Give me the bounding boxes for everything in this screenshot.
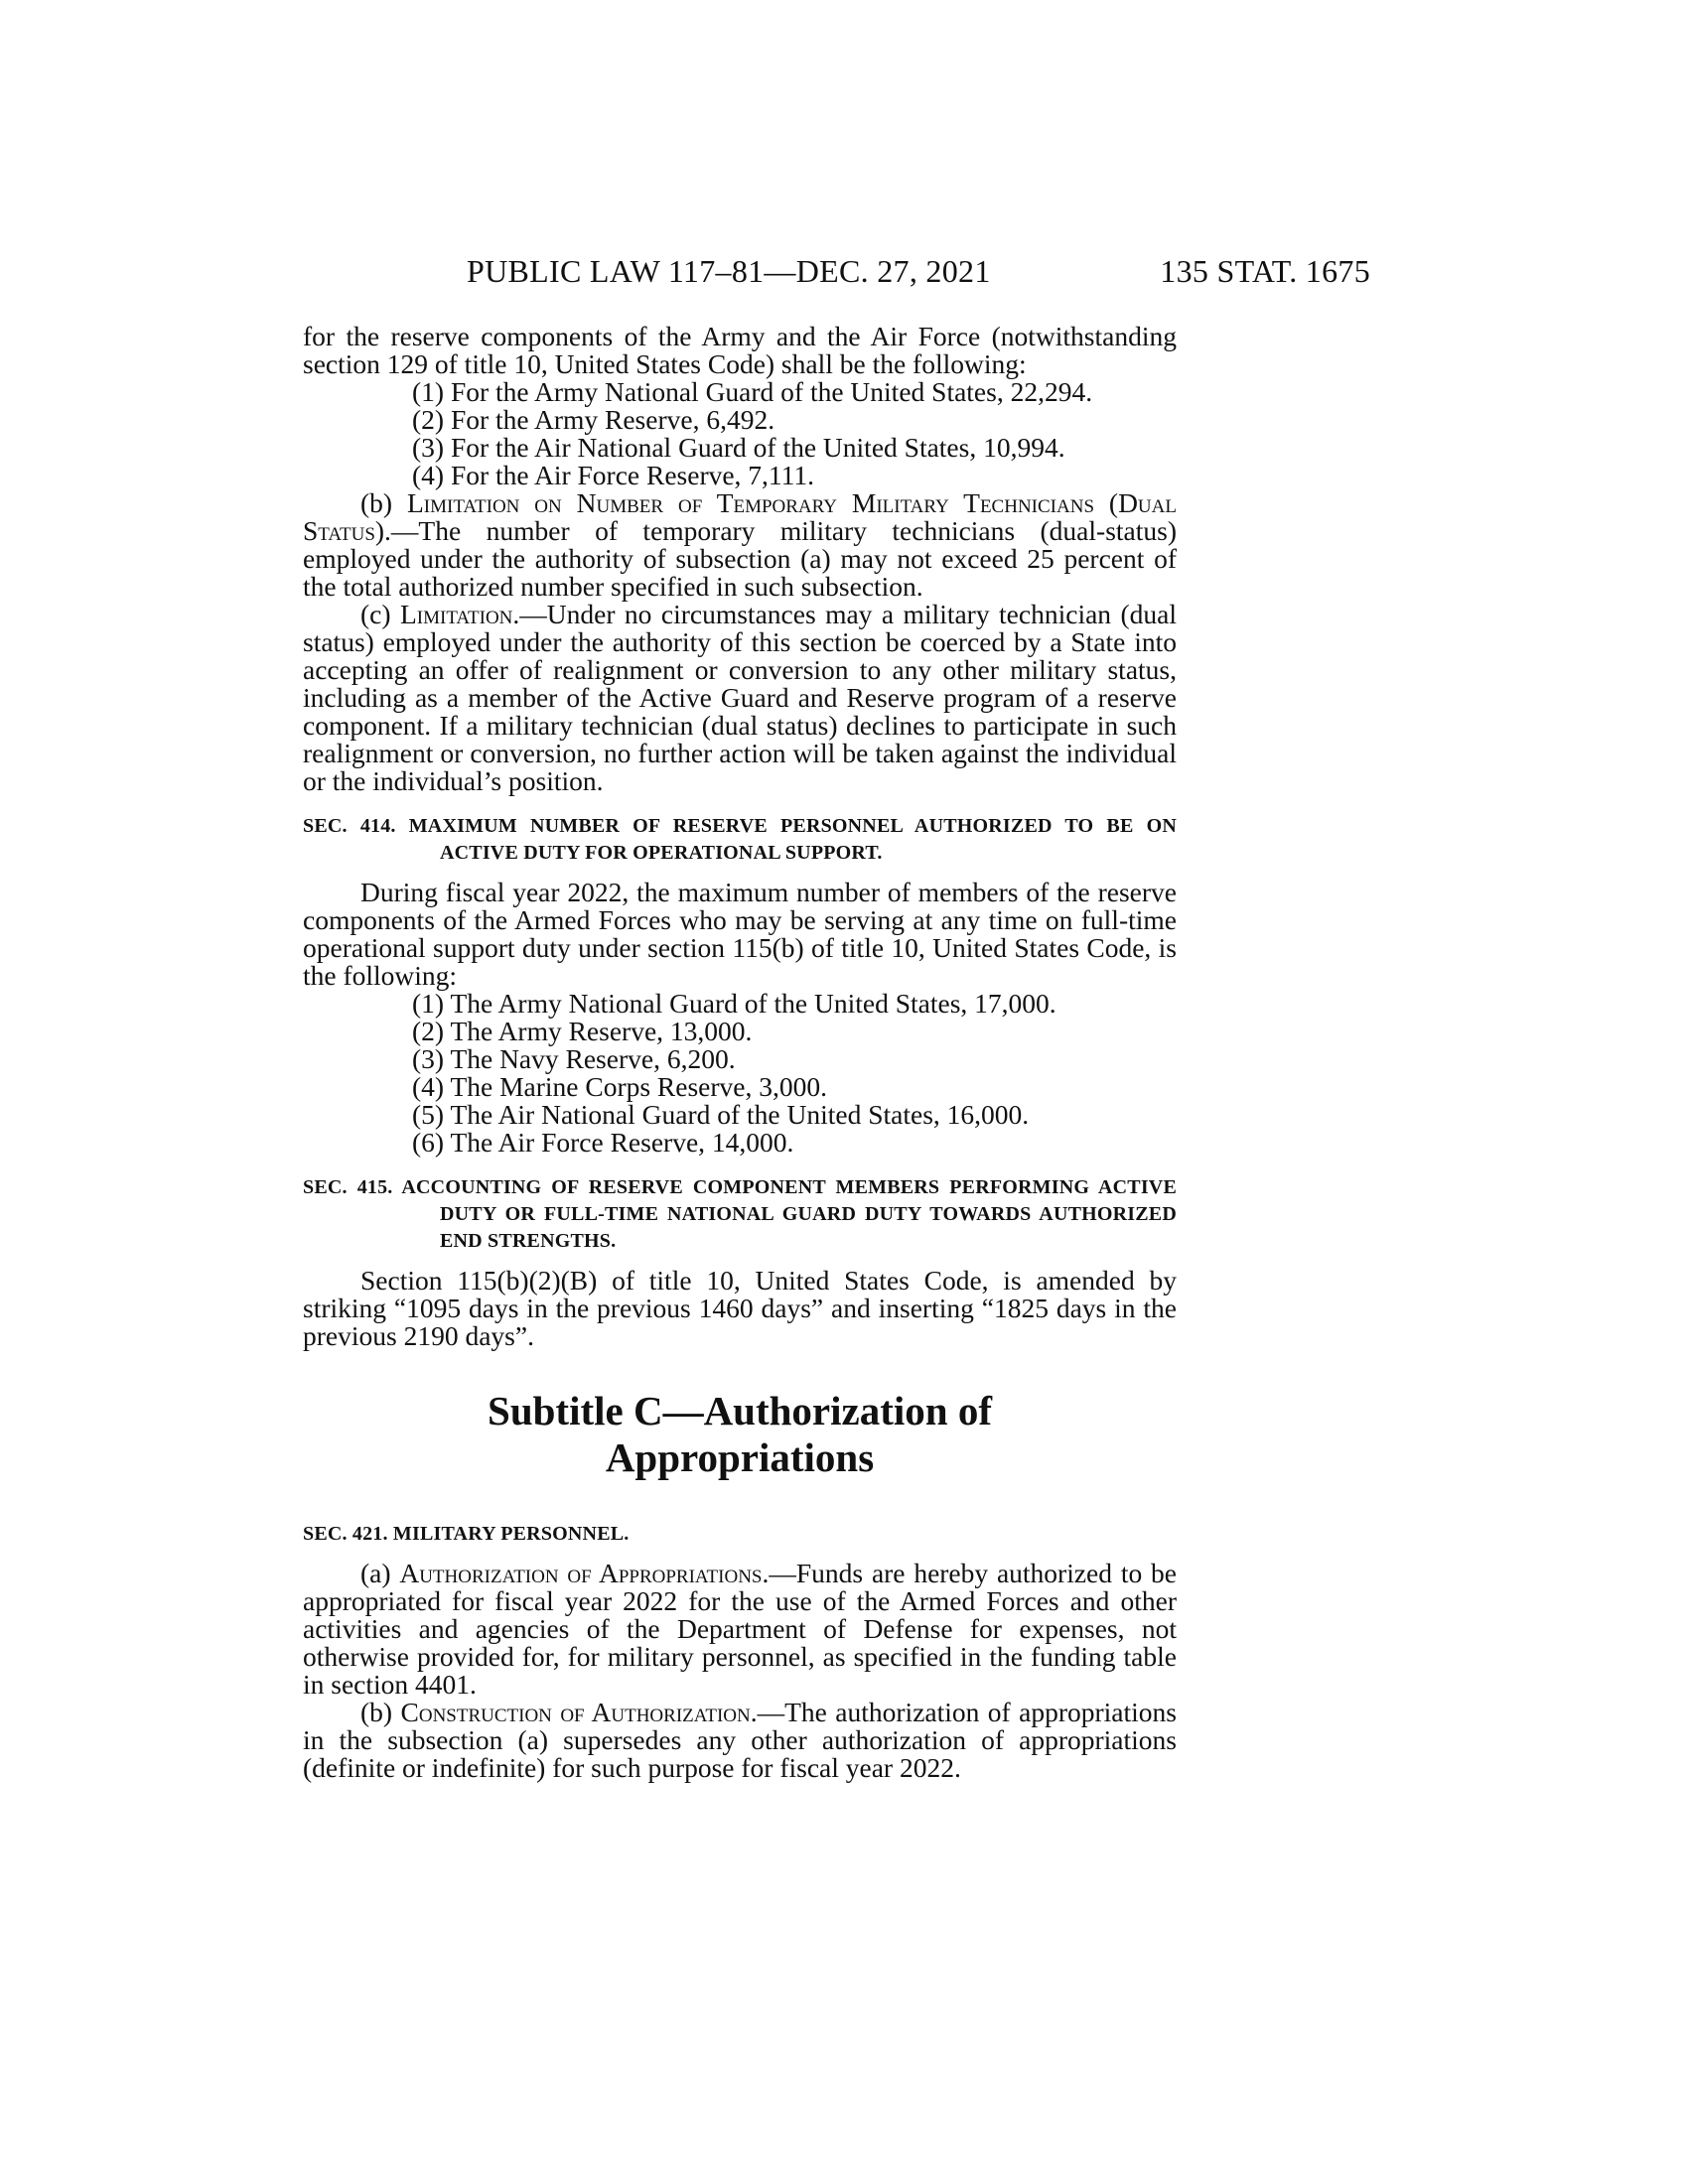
list-item: (4) The Marine Corps Reserve, 3,000. [412, 1071, 828, 1102]
page-header [303, 253, 1370, 301]
subsection-heading: Limitation. [399, 599, 520, 629]
law-citation: PUBLIC LAW 117–81—DEC. 27, 2021 [467, 253, 991, 289]
subsection-b [303, 489, 1177, 601]
subtitle-line-2: Appropriations [605, 1434, 875, 1480]
subsection-heading: Construction of Authorization. [400, 1697, 758, 1727]
list-item: (1) For the Army National Guard of the United States, 22,294. [412, 376, 1093, 407]
section-heading-415: SEC. 415. ACCOUNTING OF RESERVE COMPONENT MEMBERS PERFORMING ACTIVE DUTY OR FULL-TIME NATIONAL GUARD DUTY TOWARDS AUTHORIZED END STRENGTHS. [303, 1176, 1177, 1252]
list-item: (3) The Navy Reserve, 6,200. [412, 1043, 736, 1074]
continued-paragraph: for the reserve components of the Army and the Air Force (notwithstanding section 129 of title 10, United States Code) shall be the following: [303, 321, 1177, 379]
subtitle-heading [303, 1388, 1177, 1481]
list-item: (5) The Air National Guard of the United States, 16,000. [412, 1099, 1030, 1130]
subsection-text: —Under no circumstances may a military technician (dual status) employed under the authority of this section be coerced by a State into accepting an offer of realignment or conversion to any other military status, including as a member of the Active Guard and Reserve program of a reserve component. If a military technician (dual status) declines to participate in such realignment or conversion, no further action will be taken against the individual or the individual’s position. [303, 599, 1177, 796]
section-415-text: Section 115(b)(2)(B) of title 10, United States Code, is amended by striking “1095 days in the previous 1460 days” and inserting “1825 days in the previous 2190 days”. [303, 1265, 1177, 1351]
list-item: (2) For the Army Reserve, 6,492. [412, 404, 775, 435]
subsection-marker: (a) [360, 1558, 400, 1588]
document-body [303, 323, 1177, 1782]
list-item: (2) The Army Reserve, 13,000. [412, 1016, 753, 1046]
list-item: (1) The Army National Guard of the United States, 17,000. [412, 988, 1056, 1019]
section-heading-414: SEC. 414. MAXIMUM NUMBER OF RESERVE PERSONNEL AUTHORIZED TO BE ON ACTIVE DUTY FOR OPERATIONAL SUPPORT. [303, 815, 1177, 864]
stat-page-number: 135 STAT. 1675 [1160, 253, 1370, 289]
subsection-marker: (c) [360, 599, 400, 629]
subtitle-line-1: Subtitle C—Authorization of [488, 1388, 992, 1433]
subsection-heading: Authorization of Appropriations. [399, 1558, 770, 1588]
subsection-text: —Funds are hereby authorized to be appropriated for fiscal year 2022 for the use of the Armed Forces and other activities and agencies of the Department of Defense for expenses, not otherwise provided for, for military personnel, as specified in the funding table in section 4401. [303, 1558, 1177, 1700]
subsection-text: —The number of temporary military technicians (dual-status) employed under the authority of subsection (a) may not exceed 25 percent of the total authorized number specified in such subsection. [303, 515, 1177, 602]
subsection-c [303, 601, 1177, 795]
section-414-intro: During fiscal year 2022, the maximum number of members of the reserve components of the Armed Forces who may be serving at any time on full-time operational support duty under section 115(b) of title 10, United States Code, is the following: [303, 877, 1177, 991]
subsection-marker: (b) [360, 1697, 401, 1727]
subsection-heading: Limitation on Number of Temporary Military Technicians (Dual Status). [303, 487, 1177, 546]
subsection-marker: (b) [360, 487, 407, 518]
section-421-subsection-a [303, 1560, 1177, 1699]
list-item: (3) For the Air National Guard of the United States, 10,994. [412, 432, 1065, 463]
list-item: (4) For the Air Force Reserve, 7,111. [412, 460, 815, 490]
section-heading-421: SEC. 421. MILITARY PERSONNEL. [303, 1523, 630, 1545]
subsection-text: —The authorization of appropriations in the subsection (a) supersedes any other authorization of appropriations (definite or indefinite) for such purpose for fiscal year 2022. [303, 1697, 1177, 1783]
list-item: (6) The Air Force Reserve, 14,000. [412, 1127, 794, 1158]
section-421-subsection-b [303, 1699, 1177, 1782]
